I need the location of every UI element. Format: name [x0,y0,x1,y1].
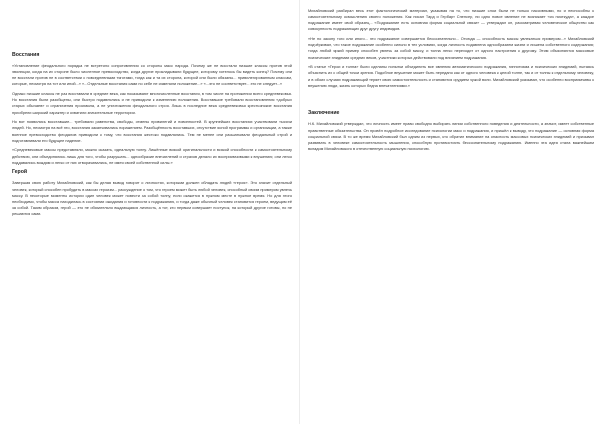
paragraph: Но вот появились восставшие... требовали равенства, свободы, отмены привилегий и повинностей. В крупнейших восстаниях участвовали тысячи людей. Но, несмотря на всё это, восстания заканчивались поражением. Разобщённость восставших, отсутствие ясной программы и организации, а также военное превосходство феодалов приводили к тому, что восстания жестоко подавлялись. Тем не менее они расшатывали феодальный строй и подготавливали его будущее падение. [12,119,292,143]
paragraph: «Средневековые массы представляли, можно сказать, идеальную толпу. Лишённые всякой оригинальности и всякой способности к самостоятельному действию, они объединялись лишь для того, чтобы разрушать... однообразие впечатлений и страхов делало их восприимчивыми к внушению; они легко поддавались вождям и легко от них отворачивались, не имея своей собственной силы.» [12,147,292,165]
section-heading-uprisings: Восстания [12,52,40,58]
paragraph: «Установление феодального порядка не встретило сопротивления со стороны масс народа. Почему же не восстали низшие классы против этой эволюции, когда на их стороне было численное превосходство, когда другие прокладывали будущее, которому хотелось бы видеть конец? Почему они не восстали против не в соответствии с повседневными тяготами, тогда как и та их сторона, которой они были обязаны... привилегированным классам, которые, несмотря на тот или иной...» «...Отдельные восстания сами по себе не изменили положение...» «...это не соответствует... это не следует...» [12,63,292,87]
left-page-content [12,52,292,221]
right-page [300,0,600,424]
section-heading-hero: Герой [12,169,28,176]
paragraph: Однако низшие классы не раз восставали в средние века, как показывают многочисленные восстания, в том числе на протяжении всего средневековья. Но восстания были разобщены, они быстро подавлялись и не приводили к изменению положения. Восставшие требовали восстановления «добрых старых обычаев» и ограничения произвола, а не уничтожения феодального строя. Лишь в последние века средневековья крестьянские восстания приобрели широкий характер и охватили значительные территории. [12,91,292,115]
section-heading-conclusion: Заключение [308,110,340,117]
right-page-content [308,8,594,156]
paragraph: «В статье «Герои и толпа» были сделаны попытки объединить все явления автоматического подражания, гипнотизма и психических эпидемий, пытаясь объяснить их с общей точки зрения. Подобное внушение может быть передано как от одного человека к целой толпе, так и от толпы к отдельному человеку, и в обоих случаях подражающий теряет свою самостоятельность и становится орудием чужой воли. Михайловский указывал, что особенно восприимчивы к внушению люди, жизнь которых бедна впечатлениями.» [308,64,594,88]
paragraph: Завершая свою работу Михайловский, как бы делая вывод говорит о личностях, которыми должен обладать людей «героя». Это значит отдельный человек, который способен пробудить в массах героизм... рассуждение о том, что героем может быть любой человек, способный своим примером увлечь массу. В некоторые моменты истории один человек может повести за собой толпу, если окажется в нужном месте в нужное время. Но для этого необходимо, чтобы масса находилась в состоянии ожидания и готовности к подражанию, и тогда даже обычный человек становится героем, ведущим её за собой. Таким образом, герой — это не обязательно выдающаяся личность, а тот, кто первым совершает поступок, на который другие готовы, но не решаются сами. [12,180,292,217]
paragraph: «Не по закону того или иного... это подражание совершается бессознательно... Отсюда — способность массы увлекаться примером...» Михайловский подчёркивал, что такое подражание особенно сильно в тех условиях, когда личность подавлена однообразием жизни и лишена собственного содержания; тогда любой яркий пример способен увлечь за собой массу, и толпа легко переходит от одного настроения к другому. Этим объясняются массовые психические эпидемии средних веков, участники которых действовали под влиянием подражания. [308,36,594,60]
section-spacer [308,92,594,110]
paragraph: Н.К. Михайловский утверждал, что личность имеет право свободно выбирать линии собственного поведения и деятельности, а значит, имеет собственные нравственные обязательства. Он провёл подробное исследование психологии масс и подражания, и пришёл к выводу, что подражание — основная форма социальной связи. В то же время Михайловский был одним из первых, кто обратил внимание на опасность массовых психических эпидемий и призывал развивать в человеке самостоятельность мышления, способную противостоять бессознательному подражанию. Именно эта идея стала важнейшим вкладом Михайловского в отечественную социальную психологию. [308,121,594,151]
paragraph: Михайловский разбирал весь этот фактологический материал, указывая на то, что низшие слои были не только пассивными, но и неспособны к самостоятельному осмыслению своего положения. Как писал Тард и Гербарт Спенсер, ни одно новое явление не возникает «из ниоткуда», а каждое подражание имеет свой образец... «Подражание есть основная форма социальной связи» — утверждал он, рассматривая человеческое общество как совокупность подражающих друг другу индивидов. [308,8,594,32]
